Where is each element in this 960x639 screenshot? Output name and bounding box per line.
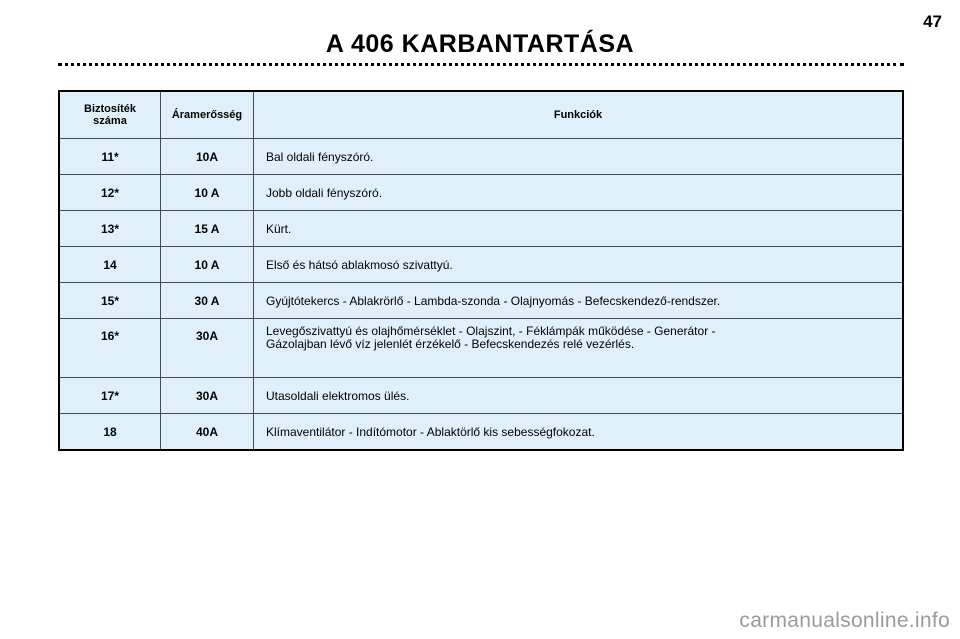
fuse-amperage: 10 A (161, 175, 254, 211)
fuse-number: 12* (59, 175, 161, 211)
fuse-table (58, 90, 904, 451)
fuse-amperage: 10 A (161, 247, 254, 283)
fuse-number: 16* (59, 319, 161, 378)
table-row (59, 175, 903, 211)
fuse-number: 14 (59, 247, 161, 283)
fuse-function: Első és hátsó ablakmosó szivattyú. (254, 247, 904, 283)
header-amperage: Áramerősség (161, 91, 254, 139)
fuse-function: Gyújtótekercs - Ablakrörlő - Lambda-szonda - Olajnyomás - Befecskendező-rendszer. (254, 283, 904, 319)
fuse-amperage: 30A (161, 378, 254, 414)
dotted-divider (58, 63, 904, 66)
table-header-row (59, 91, 903, 139)
fuse-function-line1: Levegőszivattyú és olajhőmérséklet - Olajszint, - Féklámpák működése - Generátor - (266, 324, 716, 338)
fuse-function: Kürt. (254, 211, 904, 247)
page-title: A 406 KARBANTARTÁSA (325, 30, 635, 58)
fuse-function: Jobb oldali fényszóró. (254, 175, 904, 211)
fuse-amperage: 30 A (161, 283, 254, 319)
fuse-amperage: 15 A (161, 211, 254, 247)
fuse-amperage: 30A (161, 319, 254, 378)
fuse-function: Klímaventilátor - Indítómotor - Ablaktörlő kis sebességfokozat. (254, 414, 904, 451)
page-number: 47 (923, 12, 942, 31)
header-functions: Funkciók (254, 91, 904, 139)
fuse-number: 18 (59, 414, 161, 451)
fuse-function-line2: Gázolajban lévő víz jelenlét érzékelő - Befecskendezés relé vezérlés. (266, 337, 635, 351)
fuse-number: 15* (59, 283, 161, 319)
header-fuse-number-line1: Biztosíték (84, 103, 136, 115)
table-row (59, 211, 903, 247)
fuse-amperage: 10A (161, 139, 254, 175)
fuse-amperage: 40A (161, 414, 254, 451)
header-fuse-number (59, 91, 161, 139)
header-fuse-number-line2: száma (93, 115, 127, 127)
fuse-number: 13* (59, 211, 161, 247)
table-row (59, 319, 903, 378)
table-row (59, 378, 903, 414)
fuse-function: Bal oldali fényszóró. (254, 139, 904, 175)
watermark: carmanualsonline.info (739, 609, 950, 632)
fuse-number: 11* (59, 139, 161, 175)
table-row (59, 414, 903, 451)
fuse-number: 17* (59, 378, 161, 414)
table-row (59, 139, 903, 175)
table-row (59, 247, 903, 283)
table-row (59, 283, 903, 319)
fuse-function: Utasoldali elektromos ülés. (254, 378, 904, 414)
fuse-function (254, 319, 904, 378)
